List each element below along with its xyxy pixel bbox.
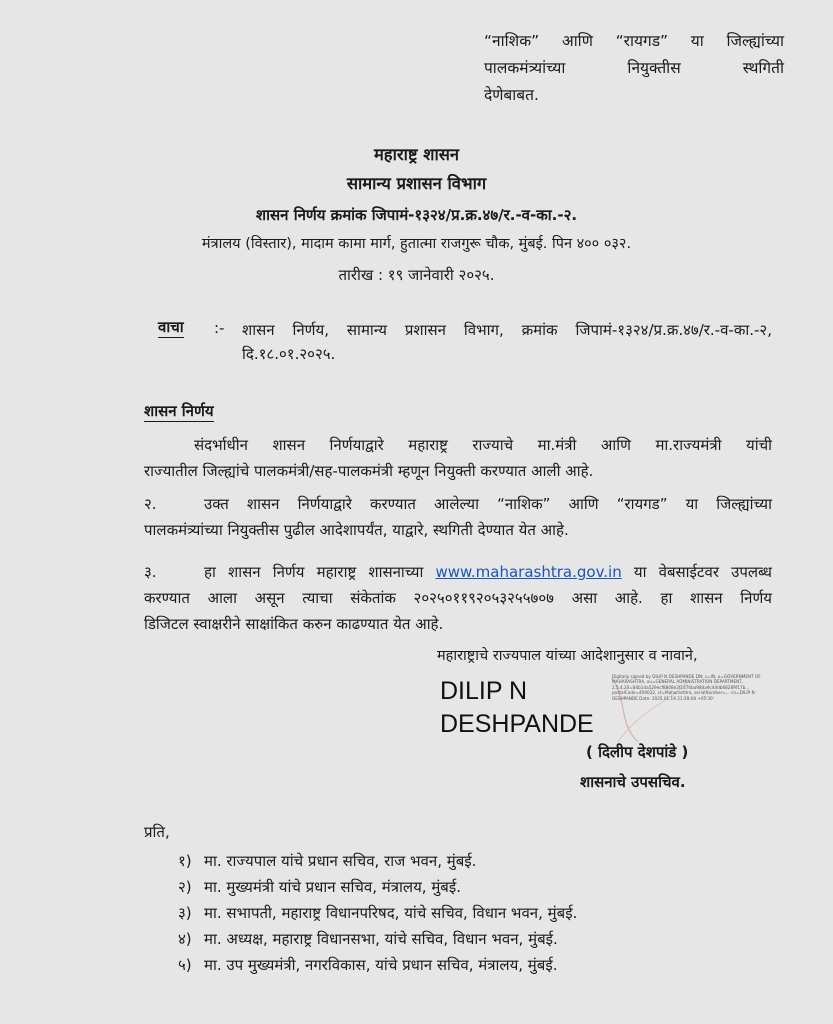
- paragraph-number: २.: [144, 495, 157, 513]
- distribution-label: प्रति,: [144, 823, 170, 841]
- distribution-item: [178, 851, 476, 871]
- distribution-item: [178, 877, 461, 897]
- paragraph-line: राज्यातील जिल्ह्यांचे पालकमंत्री/सह-पालकमंत्री म्हणून नियुक्ती करण्यात आली आहे.: [144, 462, 594, 480]
- subject-line: “नाशिक” आणि “रायगड” या जिल्ह्यांच्या: [484, 32, 784, 50]
- paragraph-line: [144, 491, 772, 517]
- item-text: मा. राज्यपाल यांचे प्रधान सचिव, राज भवन, मुंबई.: [204, 852, 477, 870]
- paragraph-line: [144, 559, 772, 585]
- paragraph-line: करण्यात आला असून त्याचा संकेतांक २०२५०११९२०५३२५५७०७ असा आहे. हा शासन निर्णय: [144, 589, 772, 607]
- order-date: तारीख : १९ जानेवारी २०२५.: [338, 266, 495, 284]
- item-text: मा. उप मुख्यमंत्री, नगरविकास, यांचे प्रधान सचिव, मंत्रालय, मुंबई.: [204, 956, 558, 974]
- subject-line: देणेबाबत.: [484, 86, 539, 104]
- reference-label: वाचा: [158, 318, 184, 336]
- signature-name-line: DILIP N: [440, 677, 528, 705]
- item-text: मा. मुख्यमंत्री यांचे प्रधान सचिव, मंत्रालय, मुंबई.: [204, 878, 461, 896]
- paragraph-line: डिजिटल स्वाक्षरीने साक्षांकित करुन काढण्यात येत आहे.: [144, 615, 444, 633]
- paragraph-text: या वेबसाईटवर उपलब्ध: [633, 563, 772, 581]
- paragraph-1: [144, 432, 772, 484]
- item-number: ४): [178, 930, 192, 948]
- subject-block: [484, 28, 784, 109]
- item-text: मा. सभापती, महाराष्ट्र विधानपरिषद, यांचे सचिव, विधान भवन, मुंबई.: [204, 904, 578, 922]
- item-number: ३): [178, 904, 192, 922]
- department-heading: सामान्य प्रशासन विभाग: [346, 174, 487, 193]
- paragraph-2: [144, 491, 772, 543]
- signature-name-line: DESHPANDE: [440, 710, 594, 738]
- government-heading: महाराष्ट्र शासन: [373, 145, 460, 164]
- distribution-item: [178, 955, 557, 975]
- subject-line: पालकमंत्र्यांच्या नियुक्तीस स्थगिती: [484, 59, 784, 77]
- paragraph-3: [144, 559, 772, 637]
- order-number: शासन निर्णय क्रमांक जिपामं-१३२४/प्र.क्र.४७/र.-व-का.-२.: [255, 206, 578, 224]
- digital-signature-details: Digitally signed by DILIP N DESHPANDE DN: c=IN, o=GOVERNMENT OF MAHARASHTRA, ou=GENERAL ADMINISTRATION DEPARTMENT, 2.5.4.20=84b1da529ecf8808e2f1476ba984a9c44db68289f17b... postalCode=400032, st=Maharashtra, serialNumber=... cn=DILIP N DESHPANDE Date: 2025.01.19 21:28:08 +05'30': [612, 674, 761, 701]
- distribution-item: [178, 903, 577, 923]
- website-link[interactable]: www.maharashtra.gov.in: [435, 563, 622, 581]
- item-number: ५): [178, 956, 192, 974]
- signatory-designation: शासनाचे उपसचिव.: [580, 773, 686, 791]
- paragraph-line: संदर्भाधीन शासन निर्णयाद्वारे महाराष्ट्र राज्याचे मा.मंत्री आणि मा.राज्यमंत्री यांची: [194, 436, 772, 454]
- paragraph-text: हा शासन निर्णय महाराष्ट्र शासनाच्या: [204, 563, 424, 581]
- reference-text: शासन निर्णय, सामान्य प्रशासन विभाग, क्रमांक जिपामं-१३२४/प्र.क्र.४७/र.-व-का.-२, दि.१८.०१.२०२५.: [242, 321, 772, 363]
- section-title: शासन निर्णय: [144, 402, 214, 420]
- paragraph-number: ३.: [144, 563, 157, 581]
- paragraph-line: पालकमंत्र्यांच्या नियुक्तीस पुढील आदेशापर्यंत, याद्वारे, स्थगिती देण्यात येत आहे.: [144, 521, 569, 539]
- item-number: २): [178, 878, 192, 896]
- distribution-item: [178, 929, 558, 949]
- office-address: मंत्रालय (विस्तार), मादाम कामा मार्ग, हुतात्मा राजगुरू चौक, मुंबई. पिन ४०० ०३२.: [201, 236, 632, 252]
- item-text: मा. अध्यक्ष, महाराष्ट्र विधानसभा, यांचे सचिव, विधान भवन, मुंबई.: [204, 930, 558, 948]
- item-number: १): [178, 852, 192, 870]
- reference-separator: :-: [214, 319, 225, 337]
- paragraph-text: उक्त शासन निर्णयाद्वारे करण्यात आलेल्या “नाशिक” आणि “रायगड” या जिल्ह्यांच्या: [204, 495, 772, 513]
- digital-signature-name: [440, 675, 610, 741]
- signatory-name: ( दिलीप देशपांडे ): [586, 743, 689, 761]
- signing-authority: महाराष्ट्राचे राज्यपाल यांच्या आदेशानुसार व नावाने,: [437, 648, 698, 664]
